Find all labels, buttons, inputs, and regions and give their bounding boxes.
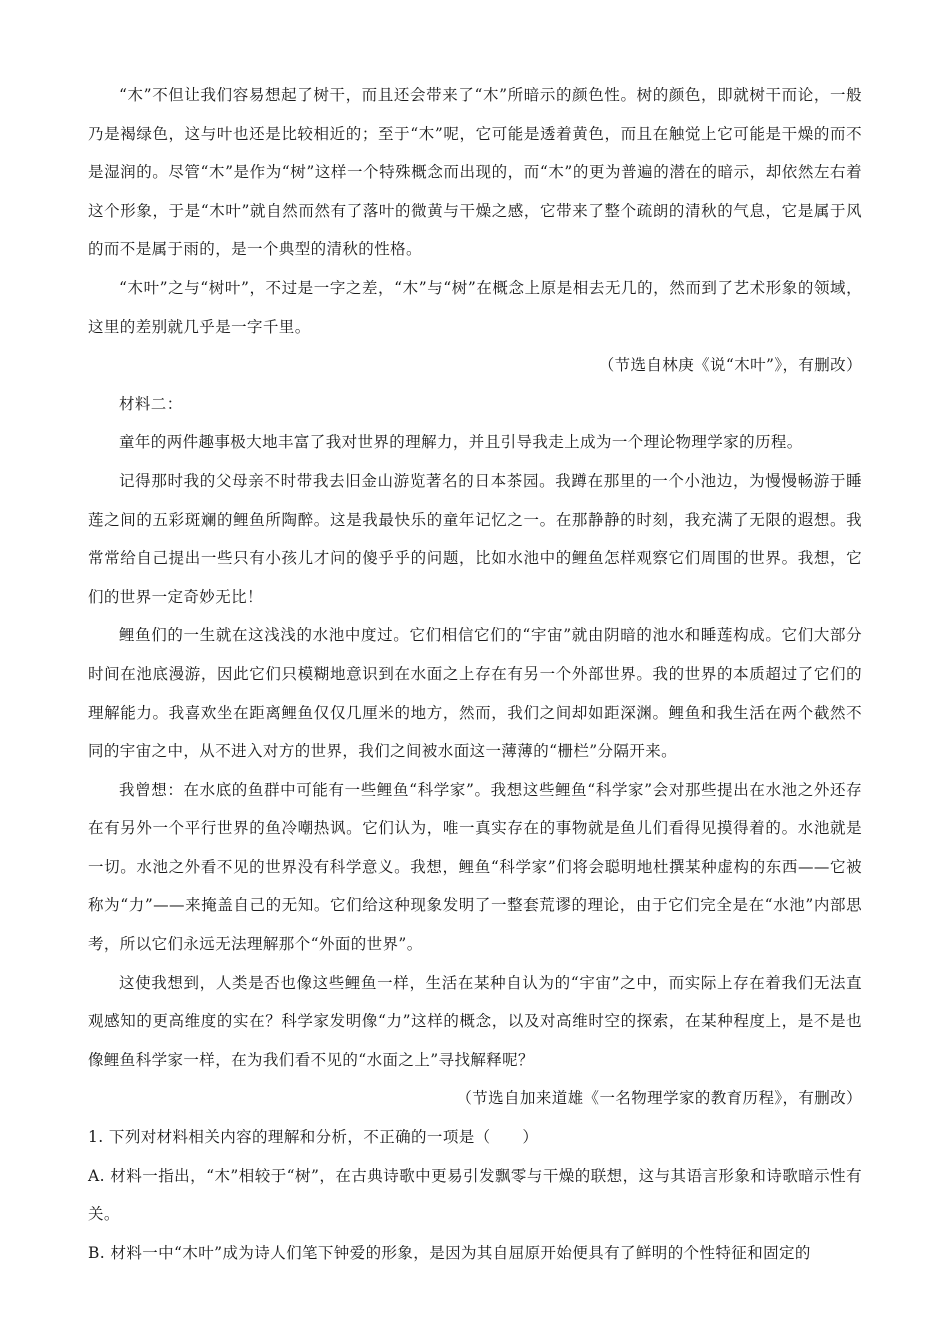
material2-paragraph-2: 记得那时我的父母亲不时带我去旧金山游览著名的日本茶园。我蹲在那里的一个小池边，为慢慢畅游于睡莲之间的五彩斑斓的鲤鱼所陶醉。这是我最快乐的童年记忆之一。在那静静的时刻，我充满了无限的遐想。我常常给自己提出一些只有小孩儿才问的傻乎乎的问题，比如水池中的鲤鱼怎样观察它们周围的世界。我想，它们的世界一定奇妙无比！ bbox=[88, 471, 862, 606]
material1-paragraph-1: “木”不但让我们容易想起了树干，而且还会带来了“木”所暗示的颜色性。树的颜色，即就树干而论，一般乃是褐绿色，这与叶也还是比较相近的；至于“木”呢，它可能是透着黄色，而且在触觉上它可能是干燥的而不是湿润的。尽管“木”是作为“树”这样一个特殊概念而出现的，而“木”的更为普遍的潜在的暗示，却依然左右着这个形象，于是“木叶”就自然而然有了落叶的微黄与干燥之感，它带来了整个疏朗的清秋的气息，它是属于风的而不是属于雨的，是一个典型的清秋的性格。 bbox=[88, 86, 862, 259]
material2-source: （节选自加来道雄《一名物理学家的教育历程》，有删改） bbox=[456, 1089, 862, 1108]
material2-paragraph-4: 我曾想：在水底的鱼群中可能有一些鲤鱼“科学家”。我想这些鲤鱼“科学家”会对那些提出在水池之外还存在有另外一个平行世界的鱼冷嘲热讽。它们认为，唯一真实存在的事物就是鱼儿们看得见摸得着的。水池就是一切。水池之外看不见的世界没有科学意义。我想，鲤鱼“科学家”们将会聪明地杜撰某种虚构的东西——它被称为“力”——来掩盖自己的无知。它们给这种现象发明了一整套荒谬的理论，由于它们完全是在“水池”内部思考，所以它们永远无法理解那个“外面的世界”。 bbox=[88, 780, 862, 954]
material2-heading: 材料二： bbox=[119, 394, 183, 413]
material1-paragraph-2: “木叶”之与“树叶”，不过是一字之差，“木”与“树”在概念上原是相去无几的，然而到了艺术形象的领域，这里的差别就几乎是一字千里。 bbox=[88, 278, 862, 336]
material2-paragraph-5: 这使我想到，人类是否也像这些鲤鱼一样，生活在某种自认为的“宇宙”之中，而实际上存在着我们无法直观感知的更高维度的实在？科学家发明像“力”这样的概念，以及对高维时空的探索，在某种程度上，是不是也像鲤鱼科学家一样，在为我们看不见的“水面之上”寻找解释呢？ bbox=[88, 973, 862, 1069]
material1-source: （节选自林庚《说“木叶”》，有删改） bbox=[598, 356, 862, 375]
material2-paragraph-3: 鲤鱼们的一生就在这浅浅的水池中度过。它们相信它们的“宇宙”就由阴暗的池水和睡莲构成。它们大部分时间在池底漫游，因此它们只模糊地意识到在水面之上存在有另一个外部世界。我的世界的本质超过了它们的理解能力。我喜欢坐在距离鲤鱼仅仅几厘米的地方，然而，我们之间却如距深渊。鲤鱼和我生活在两个截然不同的宇宙之中，从不进入对方的世界，我们之间被水面这一薄薄的“栅栏”分隔开来。 bbox=[88, 626, 862, 761]
question-1-option-b: B. 材料一中“木叶”成为诗人们笔下钟爱的形象，是因为其自屈原开始便具有了鲜明的个性特征和固定的 bbox=[88, 1243, 811, 1262]
question-1-stem: 1. 下列对材料相关内容的理解和分析，不正确的一项是（ ） bbox=[88, 1128, 539, 1147]
question-1-option-a: A. 材料一指出，“木”相较于“树”，在古典诗歌中更易引发飘零与干燥的联想，这与其语言形象和诗歌暗示性有关。 bbox=[88, 1166, 862, 1224]
material2-paragraph-1: 童年的两件趣事极大地丰富了我对世界的理解力，并且引导我走上成为一个理论物理学家的历程。 bbox=[119, 433, 803, 452]
